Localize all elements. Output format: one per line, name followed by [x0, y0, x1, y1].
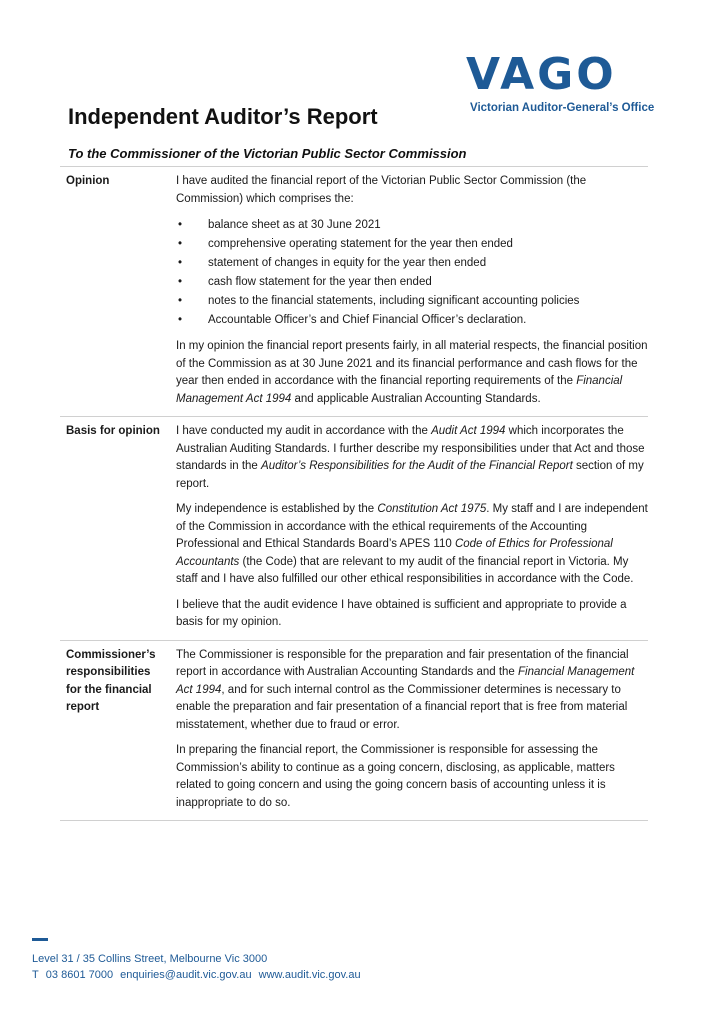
bullet-icon: • [178, 314, 183, 326]
section-label: Commissioner’s responsibilities for the financial report [66, 648, 156, 713]
section-opinion [60, 167, 648, 417]
bullet-icon: • [178, 276, 183, 288]
page-title: Independent Auditor’s Report [68, 104, 378, 129]
commissioner-paragraph-1: The Commissioner is responsible for the preparation and fair presentation of the financial report in accordance with Australian Accounting Standards and the Financial Management Act 1994, and for such internal control as the Commissioner determines is necessary to enable the preparation and fair presentation of a financial report that is free from material misstatement, whether due to fraud or error. [176, 648, 635, 731]
report-addressee: To the Commissioner of the Victorian Public Sector Commission [68, 146, 467, 161]
page-footer [32, 938, 365, 983]
section-label: Basis for opinion [66, 425, 160, 437]
basis-paragraph-1: I have conducted my audit in accordance with the Audit Act 1994 which incorporates the Australian Auditing Standards. I further describe my responsibilities under that Act and those standards in the Auditor’s Responsibilities for the Audit of the Financial Report section of my report. [176, 425, 645, 490]
footer-phone: 03 8601 7000 [45, 969, 114, 981]
list-item: • statement of changes in equity for the year then ended [176, 254, 648, 273]
logo-mark: VAGO [466, 49, 617, 100]
list-item: • cash flow statement for the year then ended [176, 273, 648, 292]
phone-label: T [32, 969, 39, 981]
section-content [162, 173, 648, 410]
bullet-icon: • [178, 295, 183, 307]
list-item: • comprehensive operating statement for the year then ended [176, 235, 648, 254]
list-item: • Accountable Officer’s and Chief Financial Officer’s declaration. [176, 311, 648, 330]
section-label: Opinion [66, 175, 110, 187]
footer-website[interactable]: www.audit.vic.gov.au [258, 969, 361, 981]
basis-paragraph-3: I believe that the audit evidence I have obtained is sufficient and appropriate to provide a basis for my opinion. [176, 598, 627, 628]
section-content [162, 647, 648, 815]
footer-address: Level 31 / 35 Collins Street, Melbourne Vic 3000 [32, 953, 268, 965]
footer-contacts [32, 967, 365, 983]
bullet-icon: • [178, 238, 183, 250]
footer-email[interactable]: enquiries@audit.vic.gov.au [120, 969, 252, 981]
commissioner-paragraph-2: In preparing the financial report, the Commissioner is responsible for assessing the Commission’s ability to continue as a going concern, disclosing, as applicable, matters related to going concern and using the going concern basis of accounting unless it is inappropriate to do so. [176, 744, 615, 809]
section-basis-for-opinion [60, 417, 648, 641]
list-item: • notes to the financial statements, including significant accounting policies [176, 292, 648, 311]
section-content [162, 423, 648, 634]
opinion-bullet-list [176, 216, 648, 330]
vago-logo [466, 49, 660, 114]
bullet-icon: • [178, 257, 183, 269]
logo-subtitle: Victorian Auditor-General’s Office [470, 102, 655, 114]
report-table [60, 166, 648, 821]
opinion-intro: I have audited the financial report of the Victorian Public Sector Commission (the Commission) which comprises the: [176, 175, 587, 205]
opinion-statement: In my opinion the financial report presents fairly, in all material respects, the financial position of the Commission as at 30 June 2021 and its financial performance and cash flows for the year then ended in accordance with the financial reporting requirements of the Financial Management Act 1994 and applicable Australian Accounting Standards. [176, 340, 648, 405]
footer-accent-bar [32, 938, 48, 941]
bullet-icon: • [178, 219, 183, 231]
section-commissioner-responsibilities [60, 641, 648, 822]
list-item: • balance sheet as at 30 June 2021 [176, 216, 648, 235]
basis-paragraph-2: My independence is established by the Constitution Act 1975. My staff and I are independent of the Commission in accordance with the ethical requirements of the Accounting Professional and Ethical Standards Board’s APES 110 Code of Ethics for Professional Accountants (the Code) that are relevant to my audit of the financial report in Victoria. My staff and I have also fulfilled our other ethical responsibilities in accordance with the Code. [176, 503, 648, 585]
